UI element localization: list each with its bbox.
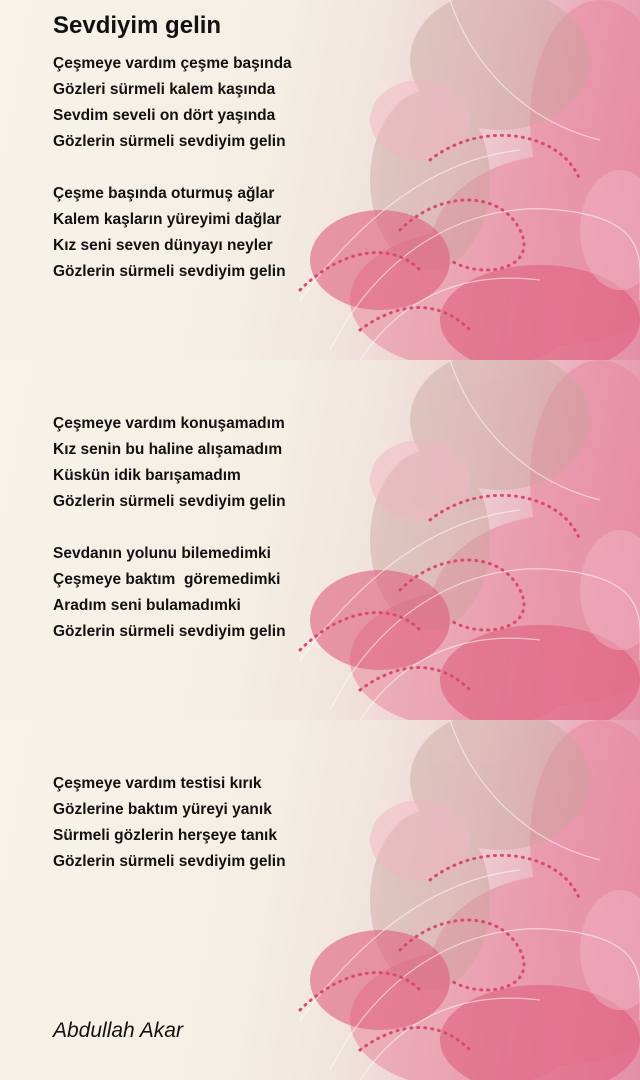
poem-line: Gözlerin sürmeli sevdiyim gelin: [53, 263, 286, 280]
poem-line: Kalem kaşların yüreyimi dağlar: [53, 211, 282, 228]
poem-line: Aradım seni bulamadımki: [53, 597, 241, 614]
stanza-4: [53, 541, 286, 645]
poem-author: Abdullah Akar: [53, 1019, 183, 1042]
poem-line: Gözlerin sürmeli sevdiyim gelin: [53, 133, 286, 150]
poem-line: Gözlerin sürmeli sevdiyim gelin: [53, 493, 286, 510]
poem-line: Gözlerine baktım yüreyi yanık: [53, 801, 272, 818]
poem-line: Sevdanın yolunu bilemedimki: [53, 545, 271, 562]
poem-line: Küskün idik barışamadım: [53, 467, 241, 484]
poem-title: Sevdiyim gelin: [53, 12, 222, 39]
stanza-3: [53, 411, 286, 515]
poem-line: Kız senin bu haline alışamadım: [53, 441, 283, 458]
poem-line: Gözleri sürmeli kalem kaşında: [53, 81, 276, 98]
poem-line: Kız seni seven dünyayı neyler: [53, 237, 273, 254]
stanza-5: [53, 771, 286, 875]
poem-line: Çeşmeye baktım göremedimki: [53, 571, 281, 588]
poem-line: Çeşmeye vardım çeşme başında: [53, 55, 292, 72]
stanza-2: [53, 181, 286, 285]
poem-line: Gözlerin sürmeli sevdiyim gelin: [53, 853, 286, 870]
poem-line: Çeşmeye vardım testisi kırık: [53, 775, 262, 792]
poem-line: Gözlerin sürmeli sevdiyim gelin: [53, 623, 286, 640]
stanza-1: [53, 51, 292, 155]
poem-line: Çeşmeye vardım konuşamadım: [53, 415, 285, 432]
poem-line: Sürmeli gözlerin herşeye tanık: [53, 827, 277, 844]
poem-line: Çeşme başında oturmuş ağlar: [53, 185, 275, 202]
poem-line: Sevdim seveli on dört yaşında: [53, 107, 276, 124]
